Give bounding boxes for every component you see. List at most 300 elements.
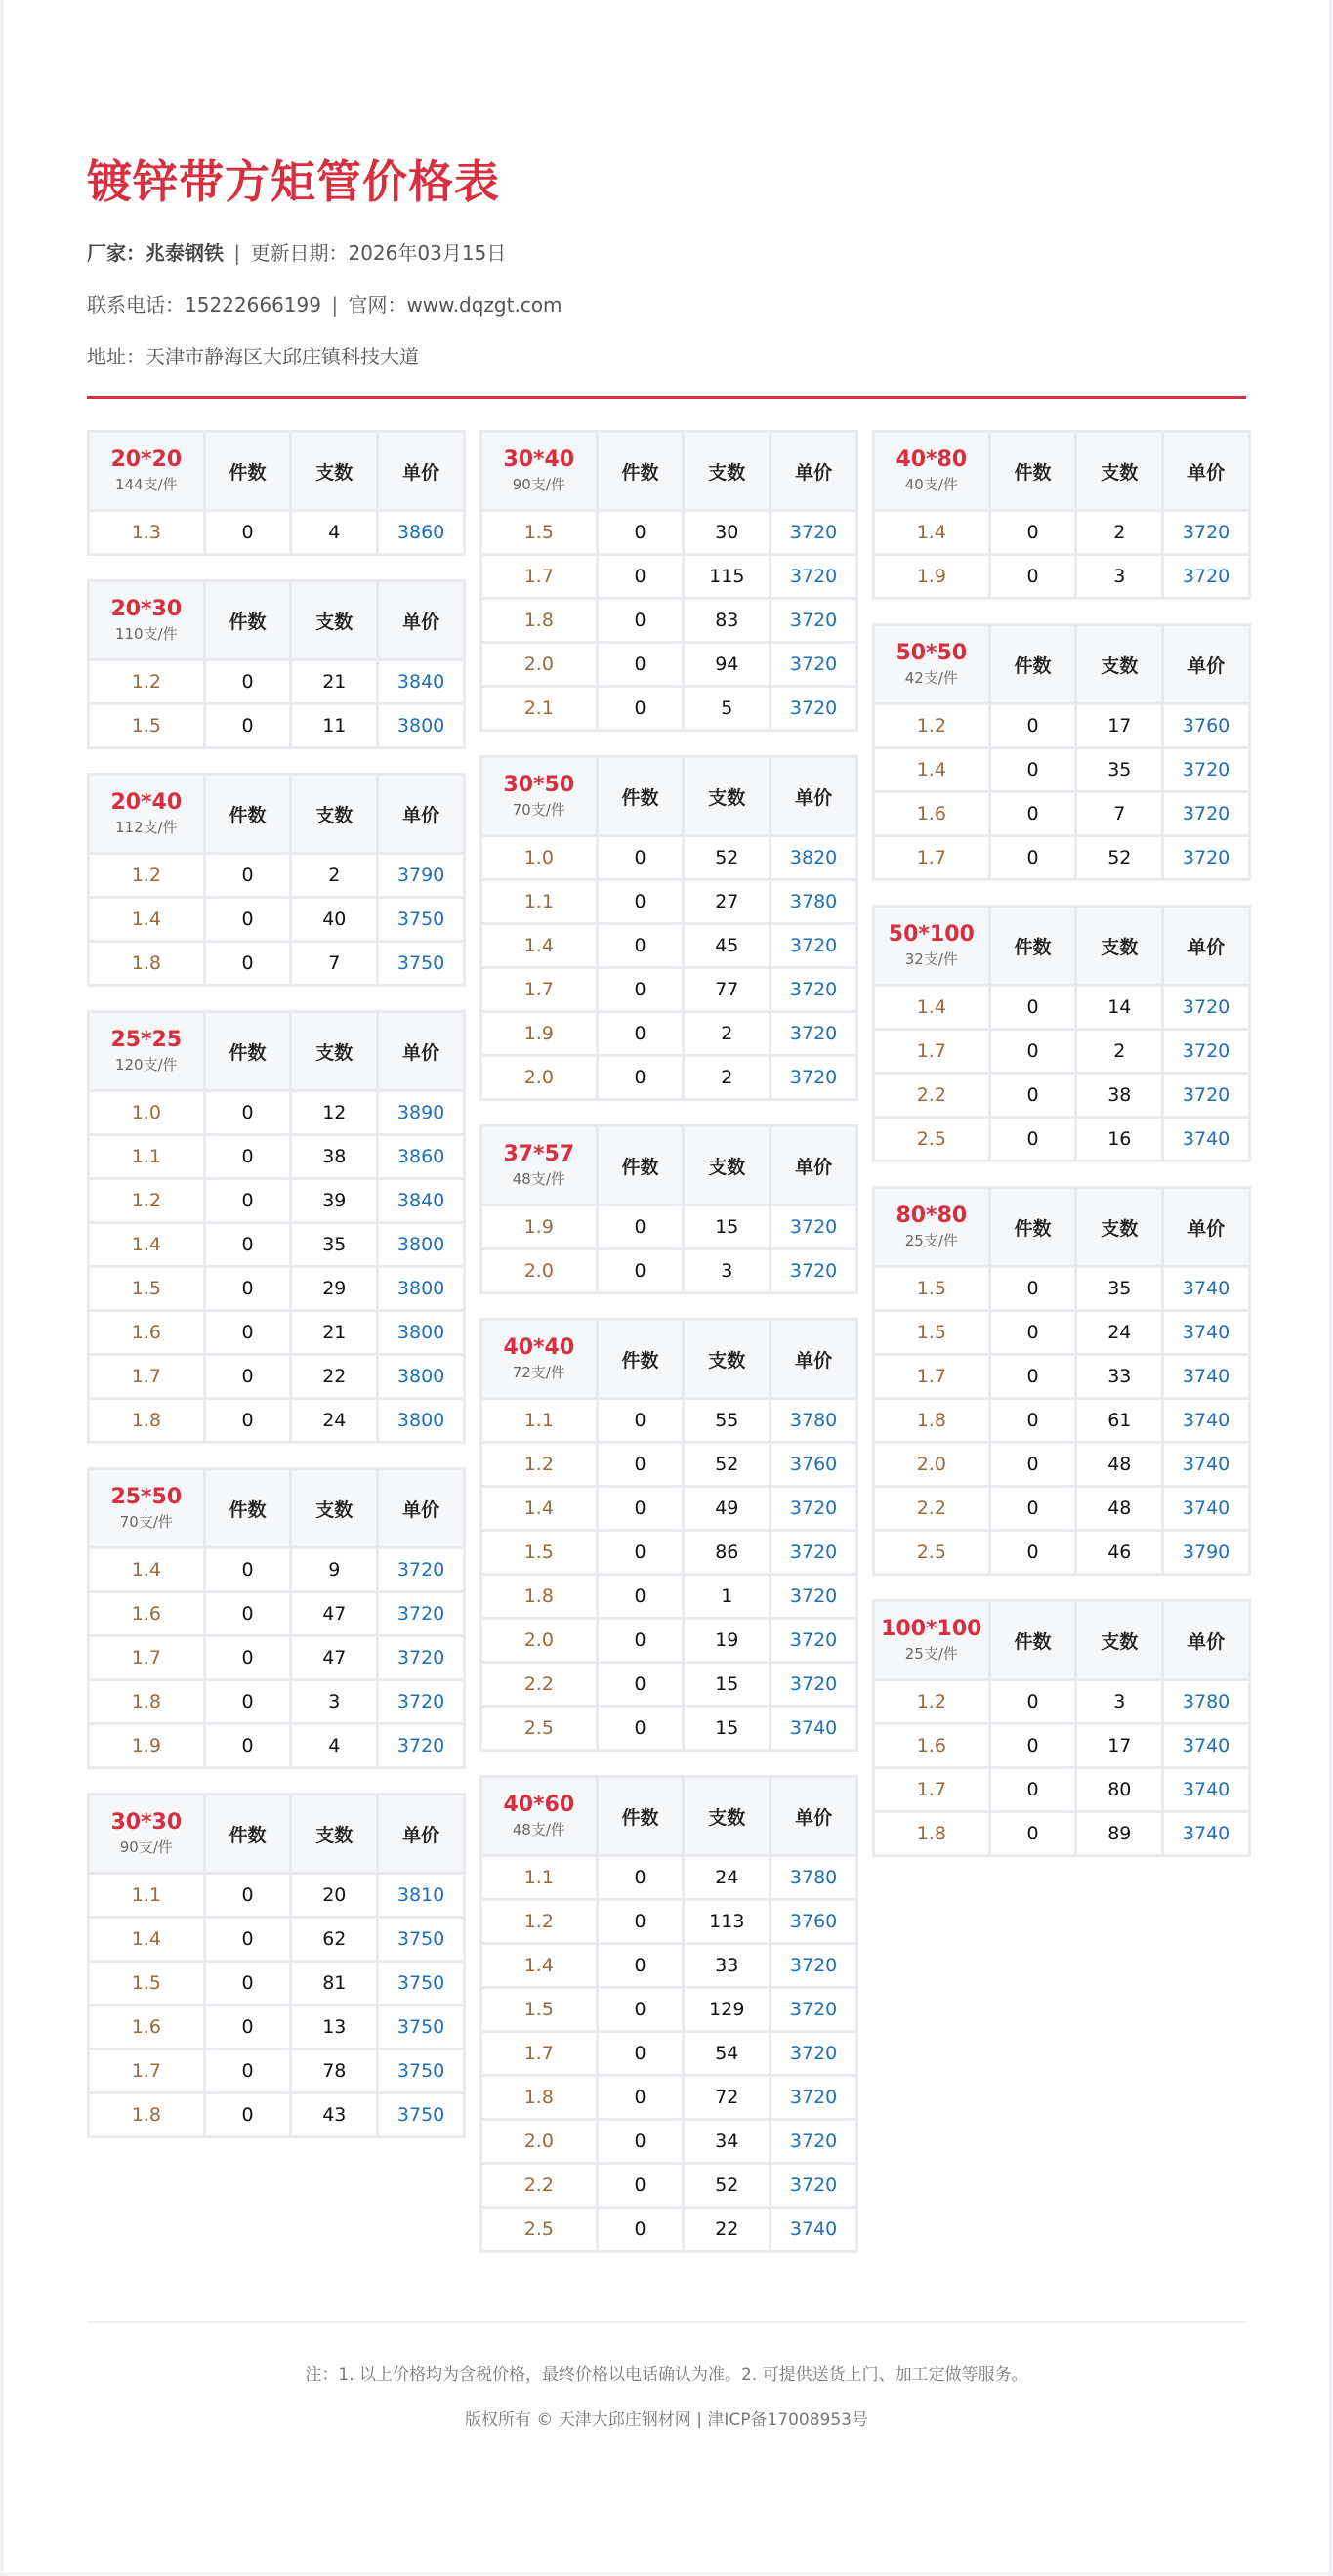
count-cell: 47 xyxy=(292,1593,376,1634)
per-bundle-label: 90支/件 xyxy=(119,1838,173,1856)
spec-table xyxy=(479,1318,858,1752)
thickness-cell: 1.7 xyxy=(875,1769,988,1810)
thickness-cell: 1.8 xyxy=(90,1681,203,1722)
count-cell: 12 xyxy=(292,1092,376,1133)
count-cell: 22 xyxy=(685,2209,769,2250)
pieces-cell: 0 xyxy=(991,1031,1075,1072)
spec-table xyxy=(872,623,1251,881)
size-label: 30*40 xyxy=(503,447,575,472)
pieces-cell: 0 xyxy=(599,644,683,685)
table-row xyxy=(482,1576,855,1617)
table-header-row xyxy=(90,1795,463,1872)
table-row xyxy=(482,837,855,878)
pieces-cell: 0 xyxy=(991,1725,1075,1766)
table-row xyxy=(875,1444,1248,1485)
thickness-cell: 1.0 xyxy=(90,1092,203,1133)
pieces-cell: 0 xyxy=(206,512,290,553)
pieces-cell: 0 xyxy=(599,512,683,553)
pieces-cell: 0 xyxy=(991,705,1075,746)
count-cell: 54 xyxy=(685,2033,769,2074)
per-bundle-label: 48支/件 xyxy=(512,1170,565,1188)
pieces-cell: 0 xyxy=(991,1444,1075,1485)
pieces-cell: 0 xyxy=(206,2050,290,2091)
count-cell: 15 xyxy=(685,1664,769,1705)
table-row xyxy=(90,661,463,702)
pieces-cell: 0 xyxy=(206,1356,290,1397)
per-bundle-label: 25支/件 xyxy=(904,1645,958,1663)
count-cell: 35 xyxy=(292,1224,376,1265)
price-cell: 3840 xyxy=(379,661,463,702)
size-header xyxy=(90,1470,203,1546)
table-row xyxy=(875,1532,1248,1573)
count-cell: 22 xyxy=(292,1356,376,1397)
price-cell: 3720 xyxy=(1164,556,1248,597)
thickness-cell: 2.5 xyxy=(482,2209,596,2250)
phone: 联系电话：15222666199 xyxy=(87,293,321,317)
thickness-cell: 2.5 xyxy=(875,1119,988,1160)
table-row xyxy=(90,512,463,553)
count-cell: 89 xyxy=(1077,1813,1161,1854)
price-cell: 3800 xyxy=(379,1400,463,1441)
per-bundle-label: 48支/件 xyxy=(512,1821,565,1838)
count-cell: 30 xyxy=(685,512,769,553)
per-bundle-label: 90支/件 xyxy=(512,476,565,493)
count-cell: 62 xyxy=(292,1919,376,1960)
count-cell: 24 xyxy=(292,1400,376,1441)
price-header: 单价 xyxy=(771,433,855,509)
price-cell: 3740 xyxy=(1164,1356,1248,1397)
price-cell: 3720 xyxy=(379,1593,463,1634)
price-cell: 3720 xyxy=(771,1057,855,1098)
price-cell: 3780 xyxy=(771,1400,855,1441)
size-label: 40*80 xyxy=(896,447,968,472)
price-cell: 3750 xyxy=(379,2050,463,2091)
table-header-row xyxy=(90,433,463,509)
table-row xyxy=(482,2165,855,2206)
table-row xyxy=(90,1356,463,1397)
count-header: 支数 xyxy=(1077,1189,1161,1265)
table-header-row xyxy=(875,433,1248,509)
table-header-row xyxy=(875,1189,1248,1265)
price-cell: 3720 xyxy=(771,1206,855,1247)
thickness-cell: 2.1 xyxy=(482,688,596,729)
pieces-header: 件数 xyxy=(599,433,683,509)
size-label: 20*40 xyxy=(110,790,183,815)
price-header: 单价 xyxy=(1164,1602,1248,1678)
price-cell: 3800 xyxy=(379,1356,463,1397)
per-bundle-label: 70支/件 xyxy=(512,801,565,819)
count-cell: 14 xyxy=(1077,987,1161,1028)
price-cell: 3720 xyxy=(1164,837,1248,878)
table-header-row xyxy=(482,758,855,834)
pieces-cell: 0 xyxy=(206,1681,290,1722)
count-cell: 34 xyxy=(685,2121,769,2162)
price-cell: 3720 xyxy=(1164,1075,1248,1116)
count-header: 支数 xyxy=(685,433,769,509)
spec-table xyxy=(872,905,1251,1162)
website: 官网：www.dqzgt.com xyxy=(348,293,562,317)
size-header xyxy=(875,908,988,984)
pieces-cell: 0 xyxy=(599,2165,683,2206)
pieces-cell: 0 xyxy=(599,600,683,641)
price-header: 单价 xyxy=(771,1321,855,1397)
price-cell: 3780 xyxy=(1164,1681,1248,1722)
price-cell: 3720 xyxy=(771,969,855,1010)
pieces-header: 件数 xyxy=(206,776,290,852)
table-row xyxy=(875,1312,1248,1353)
count-cell: 15 xyxy=(685,1206,769,1247)
count-cell: 5 xyxy=(685,688,769,729)
table-row xyxy=(90,1725,463,1766)
table-row xyxy=(875,1031,1248,1072)
table-row xyxy=(482,1620,855,1661)
table-row xyxy=(482,881,855,922)
pieces-cell: 0 xyxy=(599,1400,683,1441)
thickness-cell: 1.9 xyxy=(90,1725,203,1766)
count-cell: 3 xyxy=(292,1681,376,1722)
pieces-cell: 0 xyxy=(599,925,683,966)
count-cell: 15 xyxy=(685,1708,769,1749)
table-row xyxy=(90,855,463,896)
thickness-cell: 2.0 xyxy=(482,1620,596,1661)
count-cell: 48 xyxy=(1077,1488,1161,1529)
thickness-cell: 1.7 xyxy=(875,837,988,878)
thickness-cell: 1.4 xyxy=(482,1488,596,1529)
price-cell: 3720 xyxy=(771,1532,855,1573)
pieces-header: 件数 xyxy=(206,1013,290,1089)
pieces-cell: 0 xyxy=(599,1444,683,1485)
price-cell: 3860 xyxy=(379,1136,463,1177)
pieces-cell: 0 xyxy=(991,1681,1075,1722)
pieces-cell: 0 xyxy=(991,1400,1075,1441)
thickness-cell: 1.1 xyxy=(482,1400,596,1441)
spec-table xyxy=(87,1010,466,1444)
price-cell: 3810 xyxy=(379,1875,463,1916)
pieces-cell: 0 xyxy=(599,1901,683,1942)
price-cell: 3720 xyxy=(379,1637,463,1678)
size-header xyxy=(90,1013,203,1089)
manufacturer: 厂家：兆泰钢铁 xyxy=(87,241,224,265)
count-cell: 21 xyxy=(292,1312,376,1353)
thickness-cell: 1.5 xyxy=(482,1532,596,1573)
count-cell: 39 xyxy=(292,1180,376,1221)
price-cell: 3740 xyxy=(771,1708,855,1749)
count-cell: 47 xyxy=(292,1637,376,1678)
pieces-cell: 0 xyxy=(599,1576,683,1617)
price-cell: 3720 xyxy=(771,512,855,553)
pieces-cell: 0 xyxy=(599,1013,683,1054)
pieces-cell: 0 xyxy=(599,2121,683,2162)
pieces-cell: 0 xyxy=(206,1637,290,1678)
table-row xyxy=(482,1989,855,2030)
price-cell: 3720 xyxy=(771,1013,855,1054)
table-row xyxy=(482,1488,855,1529)
size-label: 37*57 xyxy=(503,1142,575,1166)
thickness-cell: 1.8 xyxy=(875,1813,988,1854)
table-row xyxy=(90,1136,463,1177)
price-cell: 3760 xyxy=(771,1901,855,1942)
count-cell: 81 xyxy=(292,1963,376,2004)
count-cell: 2 xyxy=(1077,1031,1161,1072)
table-row xyxy=(90,705,463,746)
count-cell: 129 xyxy=(685,1989,769,2030)
thickness-cell: 2.5 xyxy=(482,1708,596,1749)
count-cell: 3 xyxy=(1077,556,1161,597)
pieces-header: 件数 xyxy=(991,626,1075,702)
thickness-cell: 2.0 xyxy=(482,2121,596,2162)
size-header xyxy=(482,758,596,834)
table-row xyxy=(482,644,855,685)
table-header-row xyxy=(875,1602,1248,1678)
pieces-header: 件数 xyxy=(991,1602,1075,1678)
per-bundle-label: 110支/件 xyxy=(114,625,178,643)
thickness-cell: 1.8 xyxy=(482,1576,596,1617)
price-header: 单价 xyxy=(1164,908,1248,984)
price-cell: 3820 xyxy=(771,837,855,878)
count-cell: 17 xyxy=(1077,705,1161,746)
count-cell: 46 xyxy=(1077,1532,1161,1573)
pieces-cell: 0 xyxy=(599,1664,683,1705)
page-footer xyxy=(87,2321,1246,2434)
price-cell: 3720 xyxy=(771,1989,855,2030)
count-cell: 83 xyxy=(685,600,769,641)
count-header: 支数 xyxy=(1077,433,1161,509)
thickness-cell: 1.4 xyxy=(90,1224,203,1265)
thickness-cell: 1.0 xyxy=(482,837,596,878)
pieces-cell: 0 xyxy=(599,837,683,878)
count-cell: 35 xyxy=(1077,1268,1161,1309)
table-row xyxy=(482,2033,855,2074)
pieces-cell: 0 xyxy=(599,556,683,597)
thickness-cell: 1.2 xyxy=(90,661,203,702)
count-cell: 29 xyxy=(292,1268,376,1309)
price-header: 单价 xyxy=(379,1795,463,1872)
count-header: 支数 xyxy=(685,1778,769,1854)
pieces-cell: 0 xyxy=(206,1268,290,1309)
price-cell: 3780 xyxy=(771,881,855,922)
count-cell: 38 xyxy=(1077,1075,1161,1116)
count-cell: 113 xyxy=(685,1901,769,1942)
pieces-cell: 0 xyxy=(206,705,290,746)
price-cell: 3740 xyxy=(1164,1268,1248,1309)
spec-table xyxy=(872,1599,1251,1857)
thickness-cell: 1.6 xyxy=(90,1593,203,1634)
size-header xyxy=(90,582,203,658)
price-cell: 3740 xyxy=(1164,1488,1248,1529)
thickness-cell: 1.2 xyxy=(482,1444,596,1485)
per-bundle-label: 144支/件 xyxy=(114,476,178,493)
price-header: 单价 xyxy=(379,582,463,658)
header-divider xyxy=(87,396,1246,399)
table-row xyxy=(875,987,1248,1028)
thickness-cell: 1.6 xyxy=(90,1312,203,1353)
spec-table xyxy=(87,773,466,987)
price-cell: 3720 xyxy=(771,1576,855,1617)
spec-table xyxy=(87,430,466,556)
pieces-cell: 0 xyxy=(599,1057,683,1098)
price-cell: 3750 xyxy=(379,943,463,984)
table-row xyxy=(482,1444,855,1485)
pieces-cell: 0 xyxy=(206,1919,290,1960)
count-header: 支数 xyxy=(1077,626,1161,702)
thickness-cell: 1.2 xyxy=(90,1180,203,1221)
table-row xyxy=(875,705,1248,746)
pieces-cell: 0 xyxy=(599,1857,683,1898)
pieces-cell: 0 xyxy=(599,1989,683,2030)
price-header: 单价 xyxy=(379,1470,463,1546)
thickness-cell: 1.9 xyxy=(482,1206,596,1247)
price-cell: 3750 xyxy=(379,2006,463,2048)
count-cell: 115 xyxy=(685,556,769,597)
table-row xyxy=(875,1769,1248,1810)
thickness-cell: 1.2 xyxy=(875,1681,988,1722)
pieces-cell: 0 xyxy=(599,969,683,1010)
count-cell: 77 xyxy=(685,969,769,1010)
per-bundle-label: 40支/件 xyxy=(904,476,958,493)
size-header xyxy=(875,1602,988,1678)
price-header: 单价 xyxy=(379,776,463,852)
table-row xyxy=(875,1268,1248,1309)
pieces-header: 件数 xyxy=(206,433,290,509)
size-label: 40*40 xyxy=(503,1335,575,1360)
table-row xyxy=(875,1725,1248,1766)
thickness-cell: 1.2 xyxy=(875,705,988,746)
pieces-cell: 0 xyxy=(206,1549,290,1590)
pieces-cell: 0 xyxy=(206,1963,290,2004)
price-cell: 3720 xyxy=(771,1664,855,1705)
price-cell: 3720 xyxy=(771,925,855,966)
price-cell: 3720 xyxy=(771,2077,855,2118)
pieces-cell: 0 xyxy=(991,1532,1075,1573)
pieces-cell: 0 xyxy=(206,943,290,984)
price-cell: 3720 xyxy=(771,600,855,641)
pieces-cell: 0 xyxy=(991,987,1075,1028)
table-row xyxy=(875,749,1248,790)
count-cell: 86 xyxy=(685,1532,769,1573)
table-row xyxy=(482,2121,855,2162)
pieces-cell: 0 xyxy=(599,1532,683,1573)
copyright: 版权所有 © 天津大邱庄钢材网 | 津ICP备17008953号 xyxy=(464,2410,868,2429)
thickness-cell: 1.8 xyxy=(482,2077,596,2118)
count-cell: 3 xyxy=(685,1250,769,1291)
price-cell: 3840 xyxy=(379,1180,463,1221)
spec-table xyxy=(87,579,466,749)
pieces-header: 件数 xyxy=(206,1795,290,1872)
count-cell: 45 xyxy=(685,925,769,966)
table-header-row xyxy=(482,1321,855,1397)
spec-table xyxy=(479,755,858,1101)
count-cell: 33 xyxy=(1077,1356,1161,1397)
thickness-cell: 1.7 xyxy=(90,1356,203,1397)
per-bundle-label: 42支/件 xyxy=(904,669,958,687)
price-header: 单价 xyxy=(379,433,463,509)
thickness-cell: 1.7 xyxy=(875,1356,988,1397)
size-label: 50*50 xyxy=(896,641,968,665)
table-row xyxy=(482,688,855,729)
pieces-cell: 0 xyxy=(599,1945,683,1986)
price-cell: 3860 xyxy=(379,512,463,553)
thickness-cell: 1.8 xyxy=(90,1400,203,1441)
pieces-cell: 0 xyxy=(206,1725,290,1766)
table-row xyxy=(90,1549,463,1590)
pieces-header: 件数 xyxy=(206,582,290,658)
pieces-cell: 0 xyxy=(991,749,1075,790)
price-cell: 3740 xyxy=(1164,1400,1248,1441)
table-header-row xyxy=(875,626,1248,702)
spec-table xyxy=(479,430,858,732)
table-row xyxy=(875,1400,1248,1441)
table-row xyxy=(482,1206,855,1247)
thickness-cell: 1.5 xyxy=(875,1268,988,1309)
thickness-cell: 1.1 xyxy=(90,1136,203,1177)
pieces-cell: 0 xyxy=(599,688,683,729)
thickness-cell: 1.2 xyxy=(90,855,203,896)
table-header-row xyxy=(90,582,463,658)
pieces-cell: 0 xyxy=(206,1092,290,1133)
count-cell: 24 xyxy=(685,1857,769,1898)
table-row xyxy=(90,1963,463,2004)
count-cell: 24 xyxy=(1077,1312,1161,1353)
size-label: 20*30 xyxy=(110,597,183,621)
pieces-cell: 0 xyxy=(206,2094,290,2135)
pieces-cell: 0 xyxy=(599,1488,683,1529)
thickness-cell: 1.7 xyxy=(90,2050,203,2091)
size-label: 80*80 xyxy=(896,1204,968,1228)
table-row xyxy=(482,2209,855,2250)
update-date: 更新日期：2026年03月15日 xyxy=(250,241,507,265)
price-cell: 3720 xyxy=(1164,749,1248,790)
thickness-cell: 1.4 xyxy=(875,987,988,1028)
price-cell: 3720 xyxy=(771,2121,855,2162)
thickness-cell: 2.2 xyxy=(482,1664,596,1705)
thickness-cell: 1.5 xyxy=(90,1268,203,1309)
table-row xyxy=(90,1681,463,1722)
table-row xyxy=(482,512,855,553)
thickness-cell: 1.4 xyxy=(90,899,203,940)
table-row xyxy=(90,1268,463,1309)
count-header: 支数 xyxy=(292,1470,376,1546)
thickness-cell: 1.8 xyxy=(90,943,203,984)
size-header xyxy=(482,1321,596,1397)
pieces-cell: 0 xyxy=(206,1136,290,1177)
per-bundle-label: 32支/件 xyxy=(904,950,958,968)
thickness-cell: 1.5 xyxy=(482,512,596,553)
thickness-cell: 1.2 xyxy=(482,1901,596,1942)
pieces-header: 件数 xyxy=(991,908,1075,984)
price-cell: 3800 xyxy=(379,705,463,746)
count-cell: 2 xyxy=(685,1057,769,1098)
price-cell: 3720 xyxy=(1164,512,1248,553)
pieces-header: 件数 xyxy=(599,1778,683,1854)
pieces-cell: 0 xyxy=(599,2033,683,2074)
count-cell: 52 xyxy=(1077,837,1161,878)
price-header: 单价 xyxy=(771,758,855,834)
count-header: 支数 xyxy=(292,433,376,509)
size-label: 30*50 xyxy=(503,773,575,797)
pieces-cell: 0 xyxy=(599,1708,683,1749)
table-row xyxy=(90,943,463,984)
table-row xyxy=(875,1356,1248,1397)
size-header xyxy=(875,1189,988,1265)
count-cell: 17 xyxy=(1077,1725,1161,1766)
price-cell: 3740 xyxy=(1164,1725,1248,1766)
count-cell: 52 xyxy=(685,2165,769,2206)
thickness-cell: 2.0 xyxy=(482,1057,596,1098)
size-header xyxy=(90,1795,203,1872)
count-cell: 19 xyxy=(685,1620,769,1661)
count-cell: 7 xyxy=(292,943,376,984)
price-cell: 3750 xyxy=(379,899,463,940)
